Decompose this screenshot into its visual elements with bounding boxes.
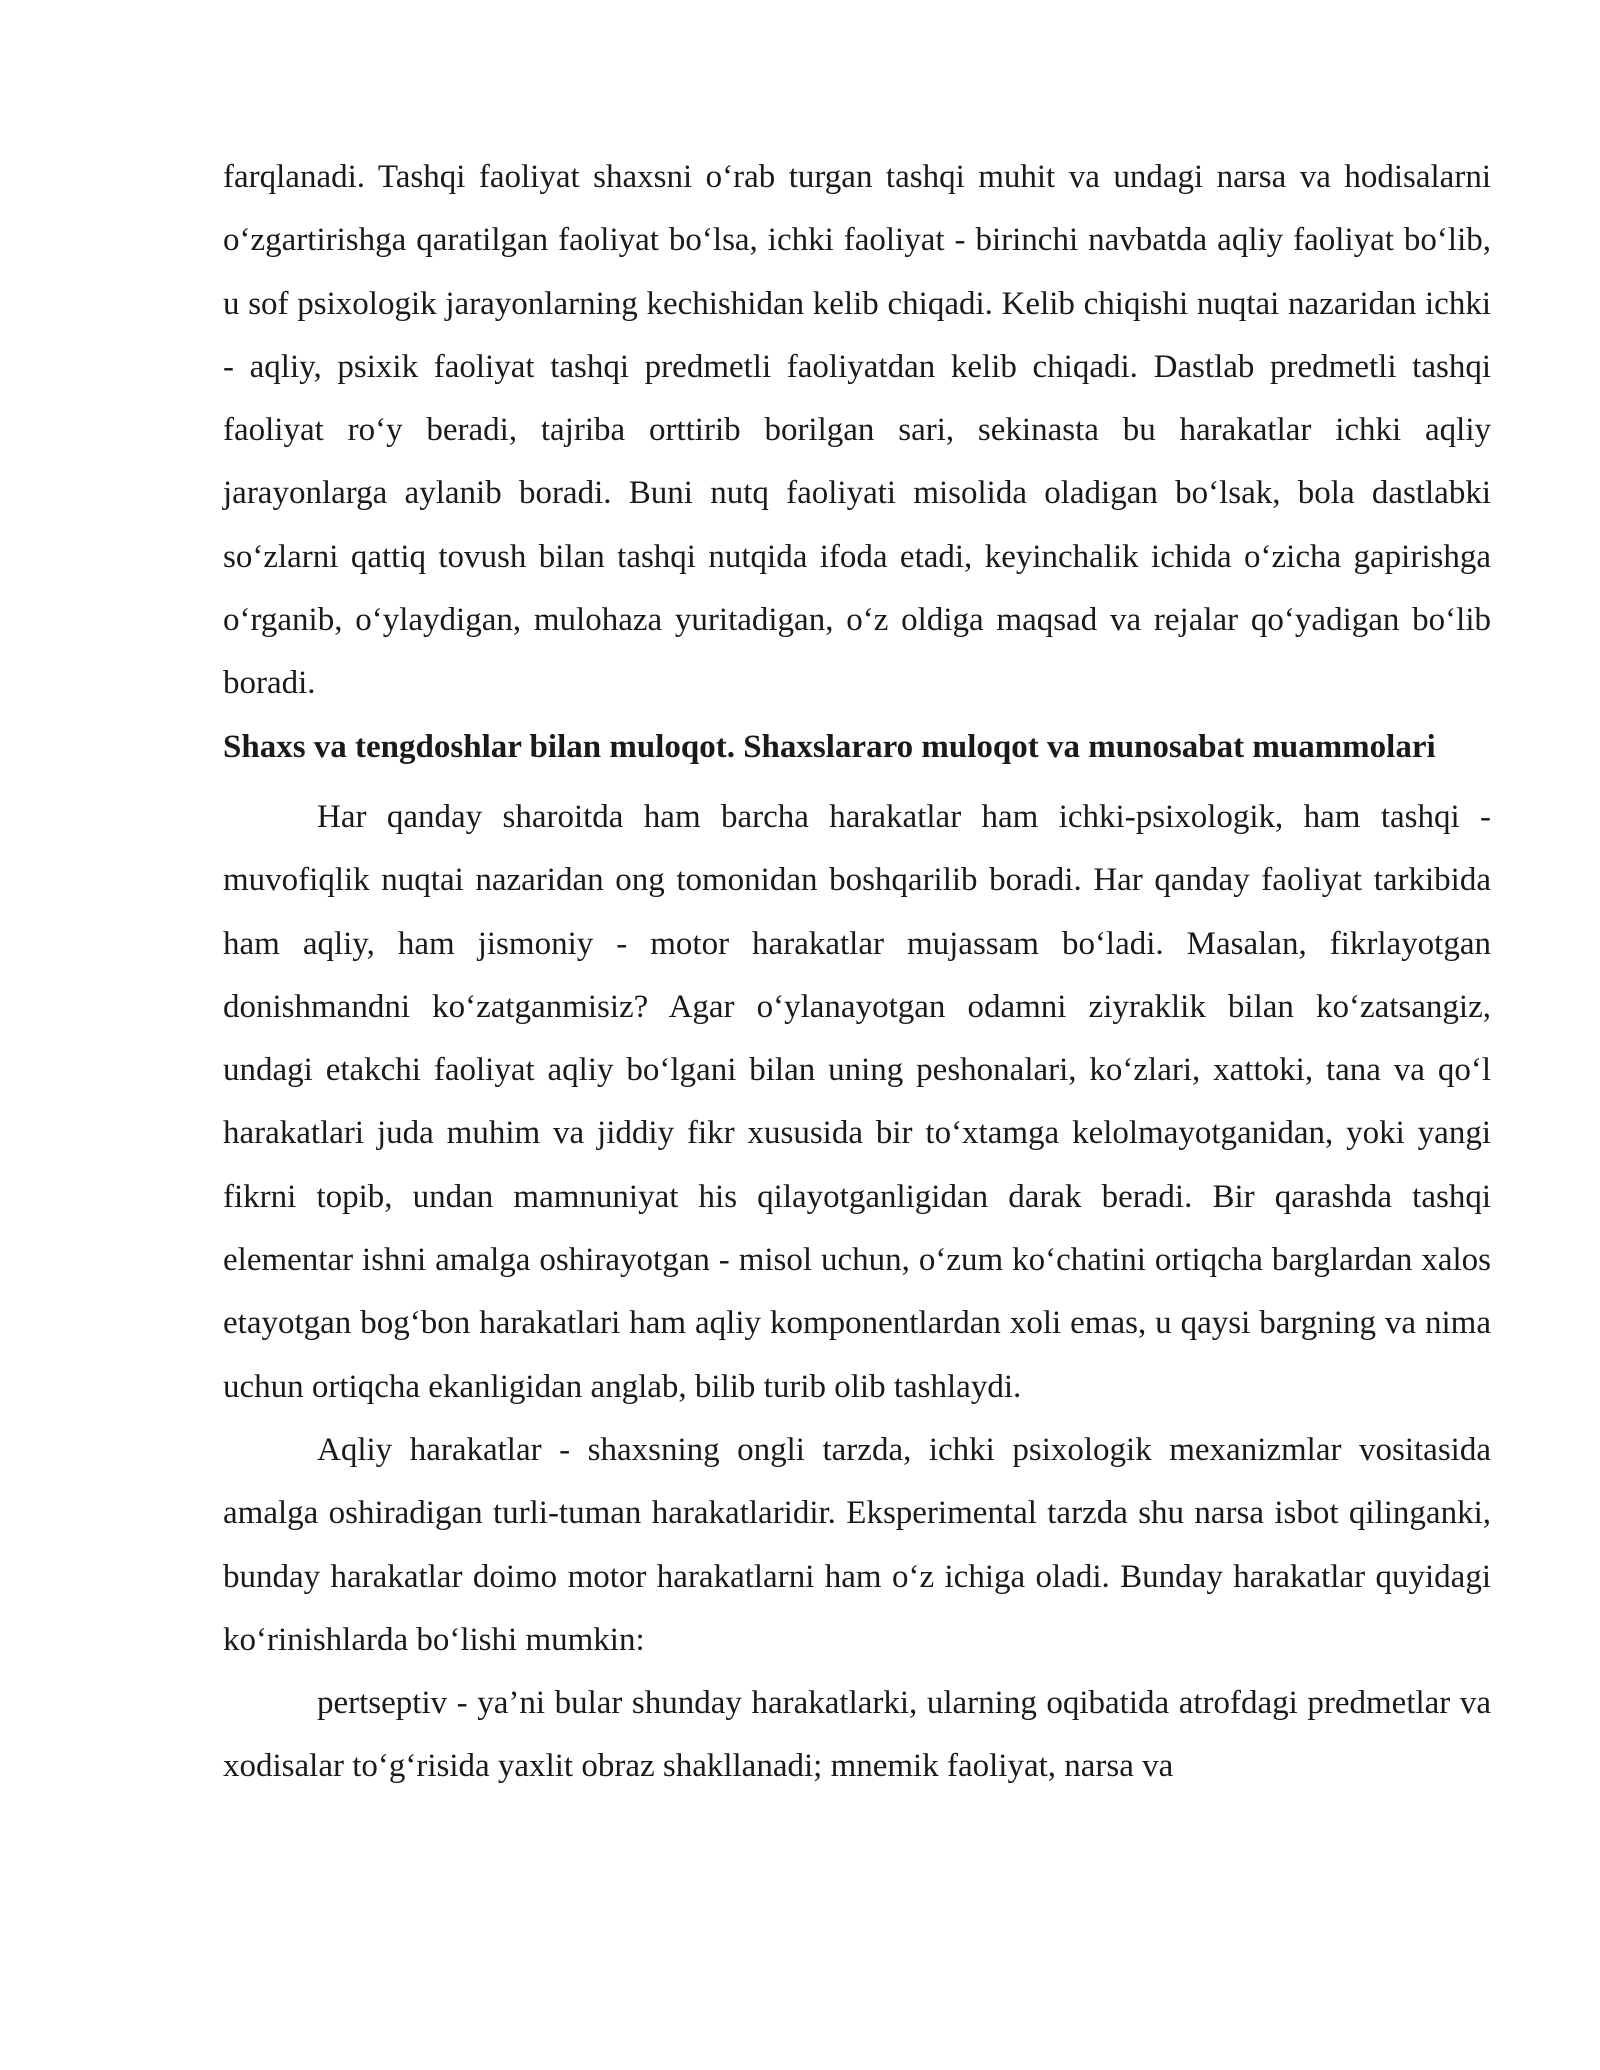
- section-heading: Shaxs va tengdoshlar bilan muloqot. Shaxslararo muloqot va munosabat muammolari: [223, 728, 1436, 765]
- body-paragraph: pertseptiv - ya’ni bular shunday harakatlarki, ularning oqibatida atrofdagi predmetlar va xodisalar to‘g‘risida yaxlit obraz shakllanadi; mnemik faoliyat, narsa va: [223, 1685, 1491, 1785]
- body-paragraph: Har qanday sharoitda ham barcha harakatlar ham ichki-psixologik, ham tashqi - muvofiqlik nuqtai nazaridan ong tomonidan boshqarilib boradi. Har qanday faoliyat tarkibida ham aqliy, ham jismoniy - motor harakatlar mujassam bo‘ladi. Masalan, fikrlayotgan donishmandni ko‘zatganmisiz? Agar o‘ylanayotgan odamni ziyraklik bilan ko‘zatsangiz, undagi etakchi faoliyat aqliy bo‘lgani bilan uning peshonalari, ko‘zlari, xattoki, tana va qo‘l harakatlari juda muhim va jiddiy fikr xususida bir to‘xtamga kelolmayotganidan, yoki yangi fikrni topib, undan mamnuniyat his qilayotganligidan darak beradi. Bir qarashda tashqi elementar ishni amalga oshirayotgan - misol uchun, o‘zum ko‘chatini ortiqcha barglardan xalos etayotgan bog‘bon harakatlari ham aqliy komponentlardan xoli emas, u qaysi bargning va nima uchun ortiqcha ekanligidan anglab, bilib turib olib tashlaydi.: [223, 798, 1491, 1405]
- body-paragraph: farqlanadi. Tashqi faoliyat shaxsni o‘rab turgan tashqi muhit va undagi narsa va hodisalarni o‘zgartirishga qaratilgan faoliyat bo‘lsa, ichki faoliyat - birinchi navbatda aqliy faoliyat bo‘lib, u sof psixologik jarayonlarning kechishidan kelib chiqadi. Kelib chiqishi nuqtai nazaridan ichki - aqliy, psixik faoliyat tashqi predmetli faoliyatdan kelib chiqadi. Dastlab predmetli tashqi faoliyat ro‘y beradi, tajriba orttirib borilgan sari, sekinasta bu harakatlar ichki aqliy jarayonlarga aylanib boradi. Buni nutq faoliyati misolida oladigan bo‘lsak, bola dastlabki so‘zlarni qattiq tovush bilan tashqi nutqida ifoda etadi, keyinchalik ichida o‘zicha gapirishga o‘rganib, o‘ylaydigan, mulohaza yuritadigan, o‘z oldiga maqsad va rejalar qo‘yadigan bo‘lib boradi.: [223, 159, 1491, 702]
- document-page: [223, 146, 1491, 1799]
- body-paragraph: Aqliy harakatlar - shaxsning ongli tarzda, ichki psixologik mexanizmlar vositasida amalga oshiradigan turli-tuman harakatlaridir. Eksperimental tarzda shu narsa isbot qilinganki, bunday harakatlar doimo motor harakatlarni ham o‘z ichiga oladi. Bunday harakatlar quyidagi ko‘rinishlarda bo‘lishi mumkin:: [223, 1431, 1491, 1658]
